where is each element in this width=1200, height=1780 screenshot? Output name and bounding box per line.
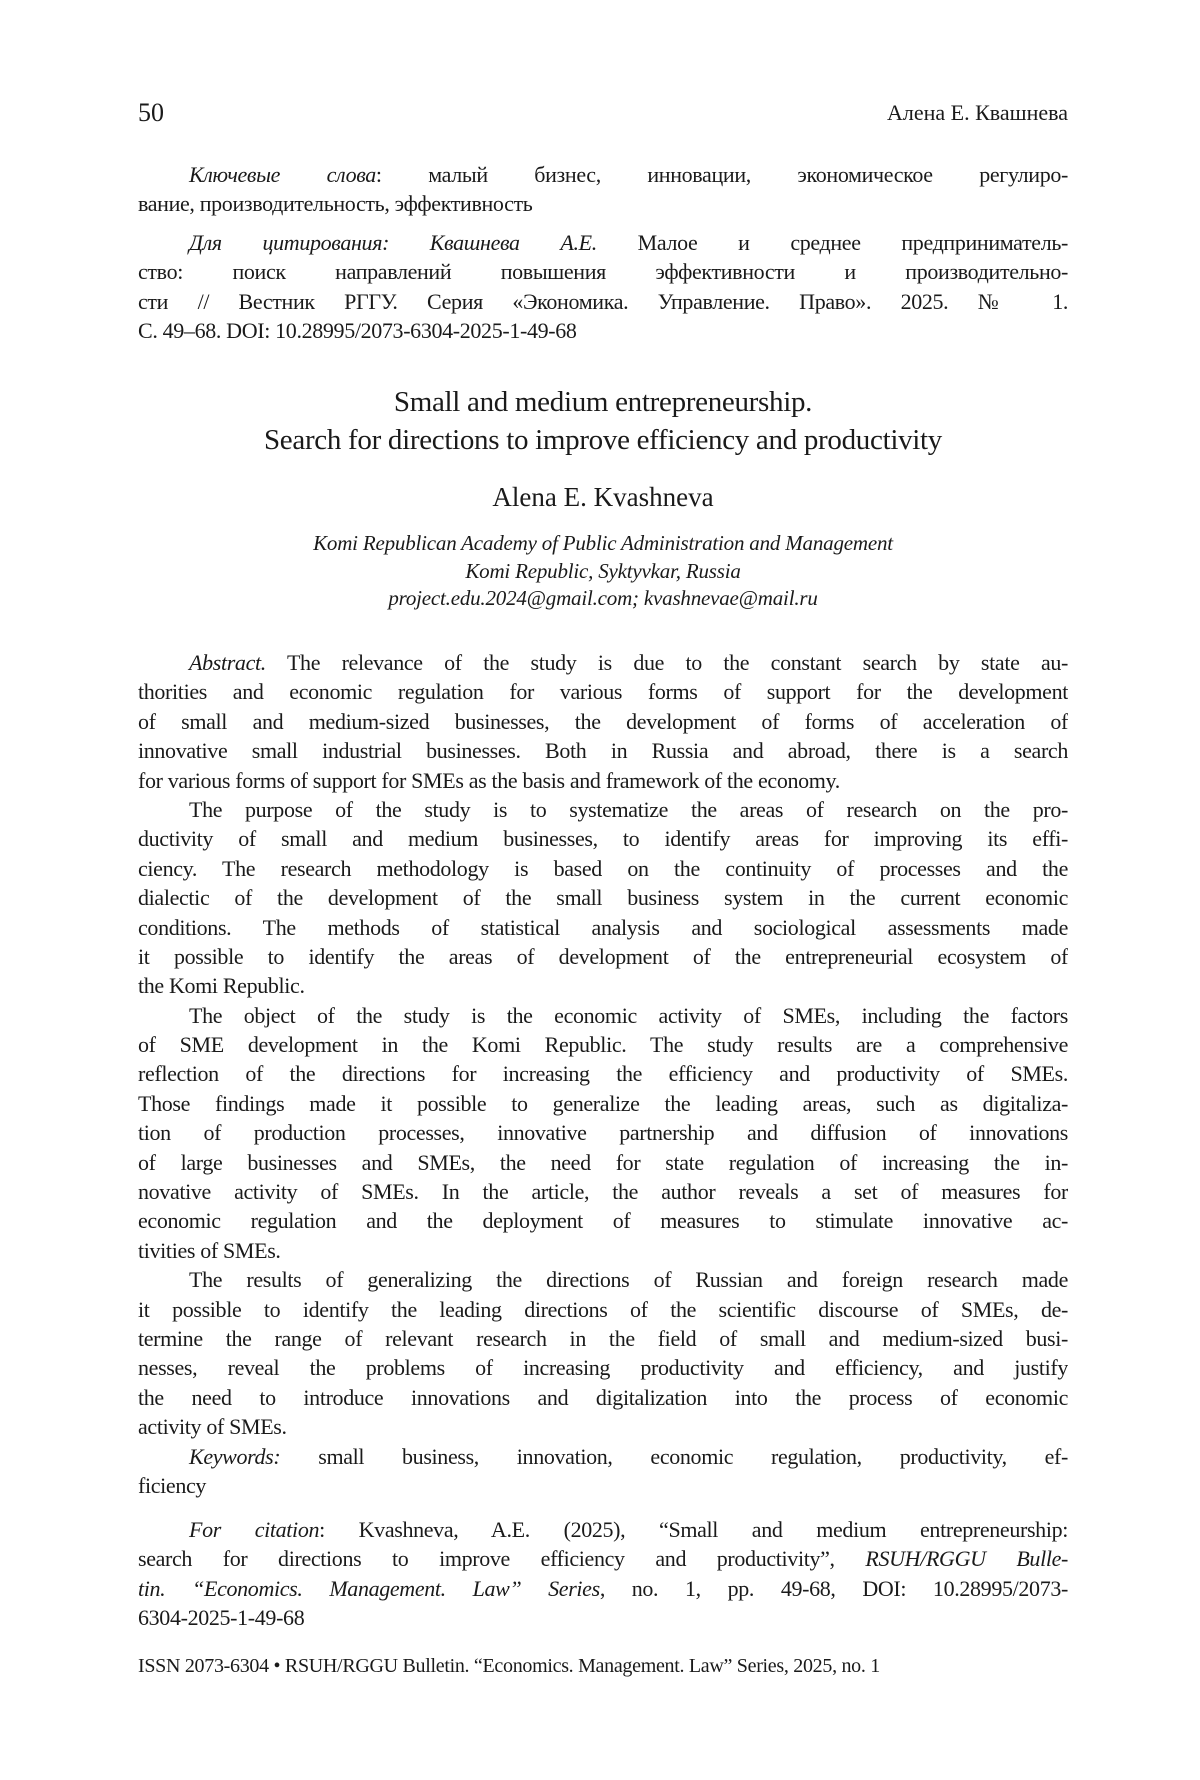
text-line [138,707,1068,736]
text-line [138,189,1068,218]
text-span: : малый бизнес, инновации, экономическое регулиро- [375,162,1068,187]
page-header [138,98,1068,130]
text-span: novative activity of SMEs. In the article, the author reveals a set of measures for [138,1179,1068,1205]
text-span: The object of the study is the economic activity of SMEs, including the factors [189,1002,1068,1028]
text-span: thorities and economic regulation for various forms of support for the development [138,679,1068,705]
institution: Komi Republican Academy of Public Administration and Management [313,531,893,555]
text-line [138,913,1068,942]
text-span: The relevance of the study is due to the constant search by state au- [265,650,1068,675]
text-span: nesses, reveal the problems of increasing productivity and efficiency, and justify [138,1355,1068,1381]
text-line [138,1001,1068,1030]
text-line [138,971,1068,1000]
text-span: сти // Вестник РГГУ. Серия «Экономика. Управление. Право». 2025. № 1. [138,288,1068,314]
text-span: : Kvashneva, A.E. (2025), “Small and medium entrepreneurship: [319,1517,1068,1542]
text-span: , no. 1, pp. 49-68, DOI: 10.28995/2073- [599,1575,1068,1601]
text-span: the need to introduce innovations and digitalization into the process of economic [138,1384,1068,1410]
article-title [138,383,1068,459]
text-line [138,1442,1068,1471]
text-span: economic regulation and the deployment of measures to stimulate innovative ac- [138,1208,1068,1234]
page-number: 50 [138,98,164,127]
text-line [138,228,1068,257]
text-line [138,677,1068,706]
text-line [138,1383,1068,1412]
italic-text: Ключевые слова [189,162,376,187]
abstract-paragraph [138,1001,1068,1266]
text-span: Малое и среднее предприниматель- [596,230,1068,255]
title-line-1: Small and medium entrepreneurship. [393,386,813,418]
text-line [138,1603,1068,1632]
text-span: small business, innovation, economic regulation, productivity, ef- [280,1443,1068,1469]
title-line-2: Search for directions to improve efficiency and productivity [263,424,943,456]
text-span: ство: поиск направлений повышения эффективности и производительно- [138,259,1068,285]
text-span: search for directions to improve efficiency and productivity”, [138,1546,866,1572]
text-span: it possible to identify the leading directions of the scientific discourse of SMEs, de- [138,1296,1068,1322]
text-line [138,883,1068,912]
text-line [138,1089,1068,1118]
text-span: tivities of SMEs. [138,1237,281,1263]
text-line [138,1295,1068,1324]
text-span: 6304-2025-1-49-68 [138,1605,305,1631]
text-line [138,1236,1068,1265]
text-span: reflection of the directions for increasing the efficiency and productivity of SMEs. [138,1061,1068,1087]
text-line [138,287,1068,316]
abstract-paragraph [138,1265,1068,1441]
text-line [138,824,1068,853]
text-span: of large businesses and SMEs, the need for state regulation of increasing the in- [138,1149,1068,1175]
text-span: conditions. The methods of statistical analysis and sociological assessments made [138,914,1068,940]
text-span: вание, производительность, эффективность [138,191,533,217]
text-span: the Komi Republic. [138,973,305,999]
abstract [138,648,1068,1500]
text-line [138,1118,1068,1147]
text-line [138,648,1068,677]
location: Komi Republic, Syktyvkar, Russia [465,558,741,583]
author-name: Alena E. Kvashneva [492,482,714,512]
text-span: The results of generalizing the directions of Russian and foreign research made [189,1267,1068,1293]
italic-text: Abstract. [189,650,266,675]
italic-text: For citation [189,1517,320,1542]
text-span: of small and medium-sized businesses, the development of forms of acceleration of [138,708,1068,734]
italic-text: Для цитирования: Квашнева А.Е. [189,230,597,255]
ru-keywords [138,160,1068,219]
text-line [138,257,1068,286]
abstract-paragraph [138,1442,1068,1501]
running-head: Алена Е. Квашнева [887,100,1068,125]
text-span: С. 49–68. DOI: 10.28995/2073-6304-2025-1-49-68 [138,318,577,344]
text-span: The purpose of the study is to systematize the areas of research on the pro- [189,796,1068,822]
text-span: it possible to identify the areas of development of the entrepreneurial ecosystem of [138,943,1068,969]
text-line [138,316,1068,345]
text-span: ductivity of small and medium businesses, to identify areas for improving its effi- [138,826,1068,852]
text-span: termine the range of relevant research in the field of small and medium-sized busi- [138,1325,1068,1351]
text-line [138,160,1068,189]
abstract-paragraph [138,648,1068,795]
text-line [138,854,1068,883]
text-line [138,1324,1068,1353]
text-span: ficiency [138,1472,207,1498]
text-span: dialectic of the development of the small business system in the current economic [138,885,1068,911]
affiliation [138,530,1068,613]
abstract-paragraph [138,795,1068,1001]
emails: project.edu.2024@gmail.com; kvashnevae@mail.ru [388,586,818,610]
text-span: Those findings made it possible to generalize the leading areas, such as digitaliza- [138,1090,1068,1116]
text-line [138,1412,1068,1441]
text-span: tion of production processes, innovative partnership and diffusion of innovations [138,1120,1068,1146]
italic-text: Keywords: [189,1443,281,1469]
text-line [138,1177,1068,1206]
text-span: of SME development in the Komi Republic. The study results are a comprehensive [138,1032,1068,1058]
footer: ISSN 2073-6304 • RSUH/RGGU Bulletin. “Economics. Management. Law” Series, 2025, no. 1 [138,1655,880,1677]
en-citation [138,1515,1068,1633]
text-line [138,1471,1068,1500]
text-line [138,942,1068,971]
text-line [138,1148,1068,1177]
text-line [138,1030,1068,1059]
italic-text: tin. “Economics. Management. Law” Series [138,1575,600,1601]
ru-citation [138,228,1068,346]
text-line [138,1515,1068,1544]
text-line [138,736,1068,765]
text-span: activity of SMEs. [138,1414,287,1440]
text-line [138,1574,1068,1603]
text-line [138,1206,1068,1235]
text-span: for various forms of support for SMEs as the basis and framework of the economy. [138,767,840,793]
text-line [138,795,1068,824]
text-line [138,1265,1068,1294]
text-line [138,766,1068,795]
text-line [138,1544,1068,1573]
text-span: ciency. The research methodology is based on the continuity of processes and the [138,855,1068,881]
text-line [138,1059,1068,1088]
text-line [138,1353,1068,1382]
italic-text: RSUH/RGGU Bulle- [865,1546,1068,1572]
text-span: innovative small industrial businesses. Both in Russia and abroad, there is a search [138,738,1068,764]
